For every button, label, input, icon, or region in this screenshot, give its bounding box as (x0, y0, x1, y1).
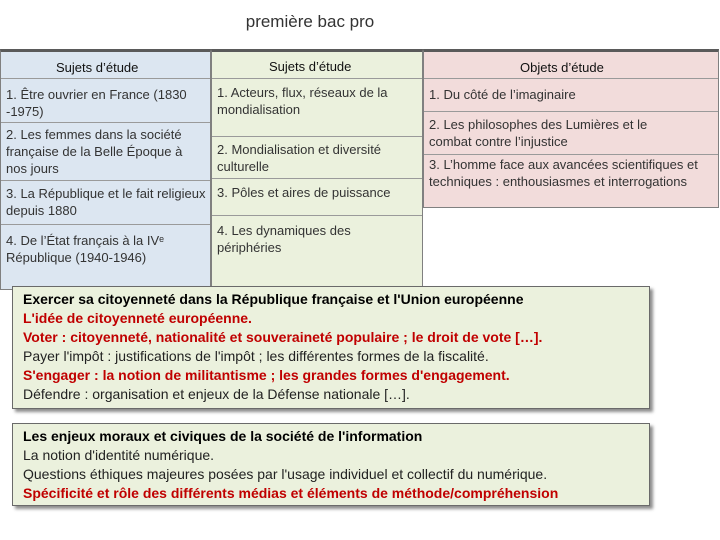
divider (212, 136, 422, 137)
list-item: 1. Être ouvrier en France (1830 -1975) (6, 87, 187, 119)
divider (212, 178, 422, 179)
column-sujets-2 (211, 49, 423, 290)
box-line: S'engager : la notion de militantisme ; les grandes formes d'engagement. (23, 367, 510, 383)
box-line: L'idée de citoyenneté européenne. (23, 310, 252, 326)
list-item: 4. De l’État français à la IVᵉ République (1940-1946) (6, 233, 165, 265)
page-title: première bac pro (245, 12, 375, 31)
list-item: 2. Les femmes dans la société française de la Belle Époque à nos jours (6, 127, 183, 176)
box-heading: Exercer sa citoyenneté dans la République française et l'Union européenne (23, 291, 524, 307)
list-item: 2. Mondialisation et diversité culturelle (217, 142, 382, 174)
box-line: Questions éthiques majeures posées par l'usage individuel et collectif du numérique. (23, 466, 548, 482)
divider (424, 78, 718, 79)
column-objets (423, 49, 719, 208)
divider (1, 122, 210, 123)
box-line: Spécificité et rôle des différents médias et éléments de méthode/compréhension (23, 485, 559, 501)
list-item: 4. Les dynamiques des périphéries (217, 223, 351, 255)
divider (1, 78, 210, 79)
column-header: Sujets d’étude (56, 60, 139, 75)
list-item: 1. Acteurs, flux, réseaux de la mondialisation (217, 85, 388, 117)
list-item: 3. L’homme face aux avancées scientifiques et techniques : enthousiasmes et interrogations (429, 157, 698, 189)
box-line: La notion d'identité numérique. (23, 447, 215, 463)
box-line: Payer l'impôt : justifications de l'impôt ; les différentes formes de la fiscalité. (23, 348, 489, 364)
column-header: Objets d’étude (520, 60, 604, 75)
divider (212, 215, 422, 216)
box-line: Défendre : organisation et enjeux de la Défense nationale […]. (23, 386, 410, 402)
divider (424, 154, 718, 155)
box-line: Voter : citoyenneté, nationalité et souveraineté populaire ; le droit de vote […]. (23, 329, 543, 345)
divider (1, 180, 210, 181)
divider (212, 78, 422, 79)
divider (424, 111, 718, 112)
information-society-box (12, 423, 650, 506)
column-sujets-1 (0, 49, 211, 290)
divider (1, 224, 210, 225)
list-item: 2. Les philosophes des Lumières et le combat contre l’injustice (429, 117, 648, 149)
list-item: 3. La République et le fait religieux depuis 1880 (6, 186, 206, 218)
list-item: 1. Du côté de l’imaginaire (429, 87, 576, 102)
box-heading: Les enjeux moraux et civiques de la société de l'information (23, 428, 423, 444)
column-header: Sujets d’étude (269, 59, 352, 74)
list-item: 3. Pôles et aires de puissance (217, 185, 391, 200)
citizenship-box (12, 286, 650, 409)
